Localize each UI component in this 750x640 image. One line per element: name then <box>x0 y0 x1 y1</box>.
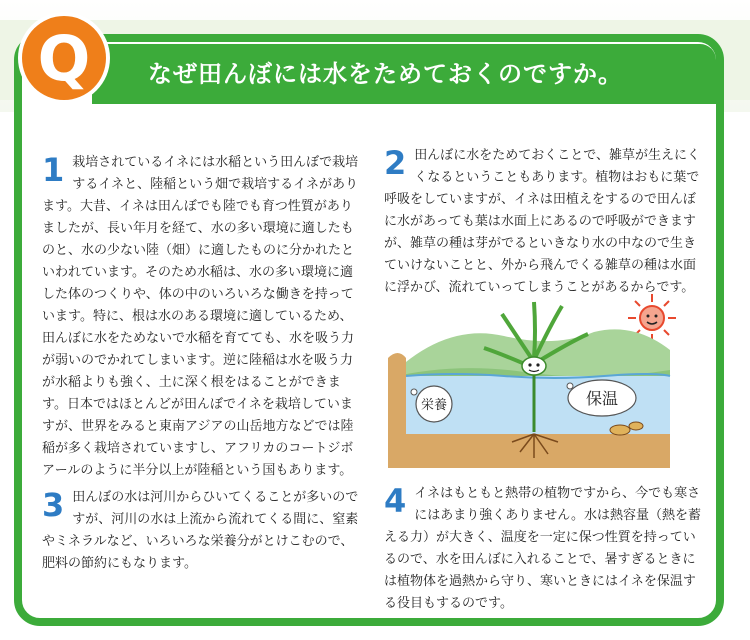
section-2 <box>384 145 702 299</box>
bubble-warmth-label: 保温 <box>585 389 619 408</box>
q-badge-icon <box>8 6 118 110</box>
warmth-bubble <box>567 380 636 416</box>
section-text: 栽培されているイネには水稲という田んぼで栽培するイネと、陸稲という畑で栽培するイネがあります。大昔、イネは田んぼでも陸でも育つ性質がありましたが、長い年月を経て、水の多い環境に適したものと、水の少ない陸（畑）に適したものに分かれたといわれています。そのため水稲は、水の多い環境に適した体のつくりや、体の中のいろいろな働きを持っています。特に、根は水のある環境に適しているため、田んぼに水をためないで水稲を育てても、水を吸う力が弱いのでかれてしまいます。逆に陸稲は水を吸う力が水稲よりも強く、土に深く根をはることができます。日本ではほとんどが田んぼでイネを栽培していますが、世界をみると東南アジアの山岳地方などでは陸稲が多く栽培されていますし、アフリカのコートジボアールのように半分以上が陸稲という国もあります。 <box>42 155 359 478</box>
section-text: 田んぼの水は河川からひいてくることが多いのですが、河川の水は上流から流れてくる間に、窒素やミネラルなど、いろいろな栄養分がとけこむので、肥料の節約にもなります。 <box>42 490 359 571</box>
section-number: 2 <box>384 144 407 182</box>
section-number: 4 <box>384 482 407 520</box>
rice-paddy-illustration <box>384 292 680 472</box>
section-text: 田んぼに水をためておくことで、雑草が生えにくくなるということもあります。植物はおもに葉で呼吸をしていますが、イネは田植えをするので田んぼに水があっても葉は水面上にあるので呼吸ができますが、雑草の種は芽がでるといきなり水の中なので生きていけないことと、外から飛んでくる雑草の種は水面に浮かび、流れていってしまうことがあるからです。 <box>384 148 701 295</box>
page-title: なぜ田んぼには水をためておくのですか。 <box>148 60 623 88</box>
section-4 <box>384 483 702 615</box>
bubble-nutrients-label: 栄養 <box>420 398 448 413</box>
section-1 <box>42 152 360 482</box>
section-3 <box>42 487 360 575</box>
badge-letter: Q <box>37 22 91 95</box>
section-number: 1 <box>42 151 65 189</box>
section-number: 3 <box>42 486 65 524</box>
section-text: イネはもともと熱帯の植物ですから、今でも寒さにはあまり強くありません。水は熱容量（熱を蓄える力）が大きく、温度を一定に保つ性質を持っているので、水を田んぼに入れることで、暑すぎるときには植物体を過熱から守り、寒いときにはイネを保温する役目もするのです。 <box>384 486 702 611</box>
